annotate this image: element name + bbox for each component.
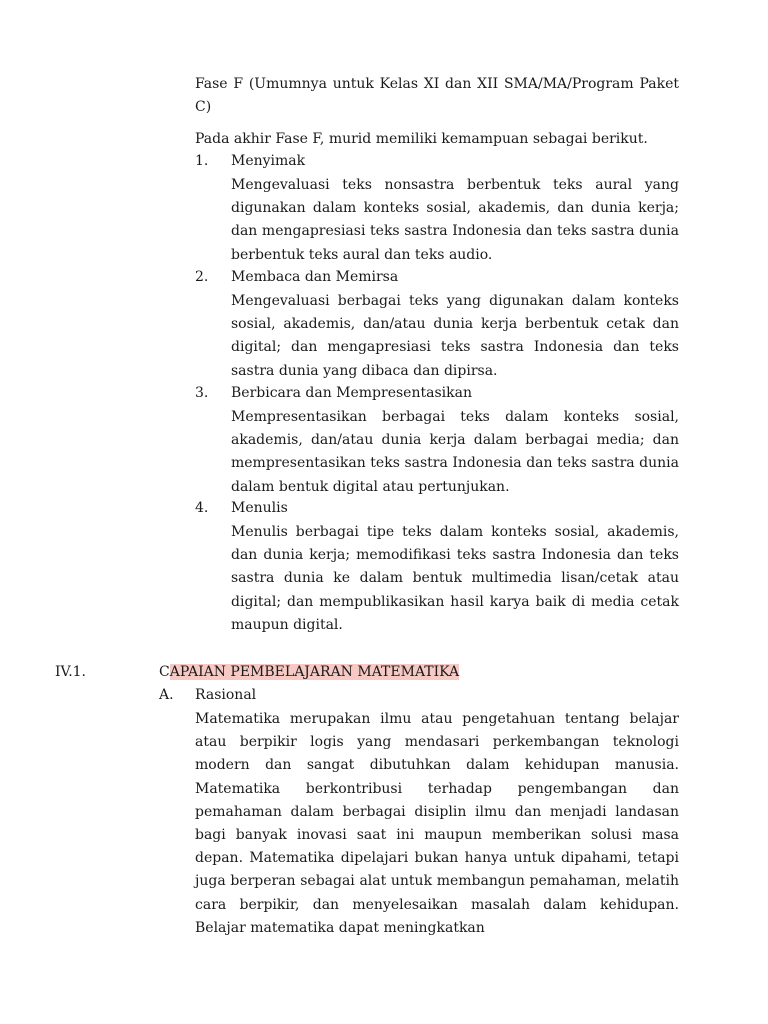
item-1-heading: Menyimak xyxy=(231,153,306,169)
item-2-number: 2. xyxy=(195,269,209,285)
section-number: IV.1. xyxy=(55,664,87,680)
rasional-text: Matematika merupakan ilmu atau pengetahuan tentang belajar atau berpikir logis yang mendasari perkembangan teknologi modern dan sangat dibutuhkan dalam kehidupan manusia. Matematika berkontribusi terhadap pengembangan dan pemahaman dalam berbagai disiplin ilmu dan menjadi landasan bagi banyak inovasi saat ini maupun memberikan solusi masa depan. Matematika dipelajari bukan hanya untuk dipahami, tetapi juga berperan sebagai alat untuk membangun pemahaman, melatih cara berpikir, dan menyelesaikan masalah dalam kehidupan. Belajar matematika dapat meningkatkan xyxy=(195,711,679,936)
item-4-text: Menulis berbagai tipe teks dalam konteks sosial, akademis, dan dunia kerja; memodifikasi teks sastra Indonesia dan teks sastra dunia ke dalam bentuk multimedia lisan/cetak atau digital; dan mempublikasikan hasil karya baik di media cetak maupun digital. xyxy=(231,524,679,633)
section-title-rest: APAIAN PEMBELAJARAN MATEMATIKA xyxy=(169,664,460,680)
item-2-heading: Membaca dan Memirsa xyxy=(231,269,399,285)
rasional-letter: A. xyxy=(159,687,174,703)
item-4-heading: Menulis xyxy=(231,500,288,516)
item-2-text: Mengevaluasi berbagai teks yang digunakan dalam konteks sosial, akademis, dan/atau dunia kerja berbentuk cetak dan digital; dan mengapresiasi teks sastra Indonesia dan teks sastra dunia yang dibaca dan dipirsa. xyxy=(231,293,679,379)
rasional-heading: Rasional xyxy=(195,687,257,703)
fase-title: Fase F (Umumnya untuk Kelas XI dan XII SMA/MA/Program Paket C) xyxy=(195,76,679,116)
item-1-text: Mengevaluasi teks nonsastra berbentuk teks aural yang digunakan dalam konteks sosial, akademis, dan dunia kerja; dan mengapresiasi teks sastra Indonesia dan teks sastra dunia berbentuk teks aural dan teks audio. xyxy=(231,177,679,263)
item-3-number: 3. xyxy=(195,385,209,401)
section-title xyxy=(159,661,459,684)
item-4-number: 4. xyxy=(195,500,209,516)
section-title-first: C xyxy=(159,664,170,680)
item-3-heading: Berbicara dan Mempresentasikan xyxy=(231,385,472,401)
item-3-text: Mempresentasikan berbagai teks dalam konteks sosial, akademis, dan/atau dunia kerja dalam berbagai media; dan mempresentasikan teks sastra Indonesia dan teks sastra dunia dalam bentuk digital atau pertunjukan. xyxy=(231,409,679,495)
fase-intro: Pada akhir Fase F, murid memiliki kemampuan sebagai berikut. xyxy=(195,131,648,147)
item-1-number: 1. xyxy=(195,153,209,169)
